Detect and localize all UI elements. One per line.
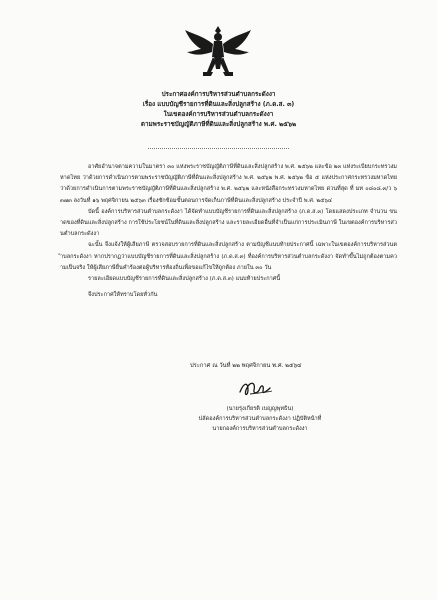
signer-block — [165, 404, 355, 434]
dotted-divider — [148, 148, 289, 149]
paragraph-now: บัดนี้ องค์การบริหารส่วนตำบลกระดังงา ได้จัดทำแบบบัญชีรายการที่ดินและสิ่งปลูกสร้าง (ภ.ด.ส.๓) โดยแสดงประเภท จำนวน ขนาดของที่ดินและสิ่งปลูกสร้าง การใช้ประโยชน์ในที่ดินและสิ่งปลูกสร้าง และรายละเอียดอื่นที่จำเป็นแก่การประเมินภาษี ในเขตองค์การบริหารส่วนตำบลกระดังงา — [60, 208, 397, 238]
paragraph-authority: อาศัยอำนาจตามความในมาตรา ๓๐ แห่งพระราชบัญญัติภาษีที่ดินและสิ่งปลูกสร้าง พ.ศ. ๒๕๖๒ และข้อ ๒๓ แห่งระเบียบกระทรวงมหาดไทย ว่าด้วยการดำเนินการตามพระราชบัญญัติภาษีที่ดินและสิ่งปลูกสร้าง พ.ศ. ๒๕๖๒ พ.ศ. ๒๕๖๒ ข้อ ๕ แห่งประกาศกระทรวงมหาดไทย ว่าด้วยการดำเนินการตามพระราชบัญญัติภาษีที่ดินและสิ่งปลูกสร้าง พ.ศ. ๒๕๖๒ และหนังสือกระทรวงมหาดไทย ด่วนที่สุด ที่ มท ๐๘๐๘.๓/ว ๖๓๗๓ ลงวันที่ ๑๖ พฤศจิกายน ๒๕๖๓ เรื่องซักซ้อมขั้นตอนการจัดเก็บภาษีที่ดินและสิ่งปลูกสร้าง ประจำปี พ.ศ. ๒๕๖๔ — [60, 164, 397, 204]
announcement-title — [60, 90, 377, 130]
issued-date: ประกาศ ณ วันที่ ๒๒ พฤศจิกายน พ.ศ. ๒๕๖๔ — [190, 363, 302, 369]
paragraph-notice: ฉะนั้น จึงแจ้งให้ผู้เสียภาษี ตรวจสอบรายการที่ดินและสิ่งปลูกสร้าง ตามบัญชีแนบท้ายประกาศนี้ เฉพาะในเขตองค์การบริหารส่วนตำบลกระดังงา หากปรากฏว่าแบบบัญชีรายการที่ดินและสิ่งปลูกสร้าง (ภ.ด.ส.๓) ที่องค์การบริหารส่วนตำบลกระดังงา จัดทำขึ้นไม่ถูกต้องตามความเป็นจริง ให้ผู้เสียภาษียื่นคำร้องต่อผู้บริหารท้องถิ่นเพื่อขอแก้ไขให้ถูกต้อง ภายใน ๓๐ วัน — [60, 242, 397, 271]
title-line: ตามพระราชบัญญัติภาษีที่ดินและสิ่งปลูกสร้าง พ.ศ. ๒๕๖๒ — [140, 121, 297, 128]
closing-text: จึงประกาศให้ทราบโดยทั่วกัน — [88, 292, 158, 299]
title-line: ในเขตองค์การบริหารส่วนตำบลกระดังงา — [163, 111, 274, 118]
signer-name: (นายรุ่งเกียรติ เบญญพุทธิน) — [226, 406, 294, 412]
title-line: ประกาศองค์การบริหารส่วนตำบลกระดังงา — [161, 91, 276, 98]
paragraph-details: รายละเอียดแบบบัญชีรายการที่ดินและสิ่งปลูกสร้าง (ภ.ด.ส.๓) แนบท้ายประกาศนี้ — [88, 276, 281, 283]
signature-icon — [236, 378, 276, 400]
announcement-body — [60, 162, 397, 301]
signer-position: ปลัดองค์การบริหารส่วนตำบลกระดังงา ปฏิบัติหน้าที่ — [198, 416, 322, 422]
signer-position-acting: นายกองค์การบริหารส่วนตำบลกระดังงา — [212, 426, 308, 432]
garuda-emblem-icon — [183, 22, 253, 82]
subject-line: เรื่อง แบบบัญชีรายการที่ดินและสิ่งปลูกสร้าง (ภ.ด.ส. ๓) — [142, 101, 295, 108]
